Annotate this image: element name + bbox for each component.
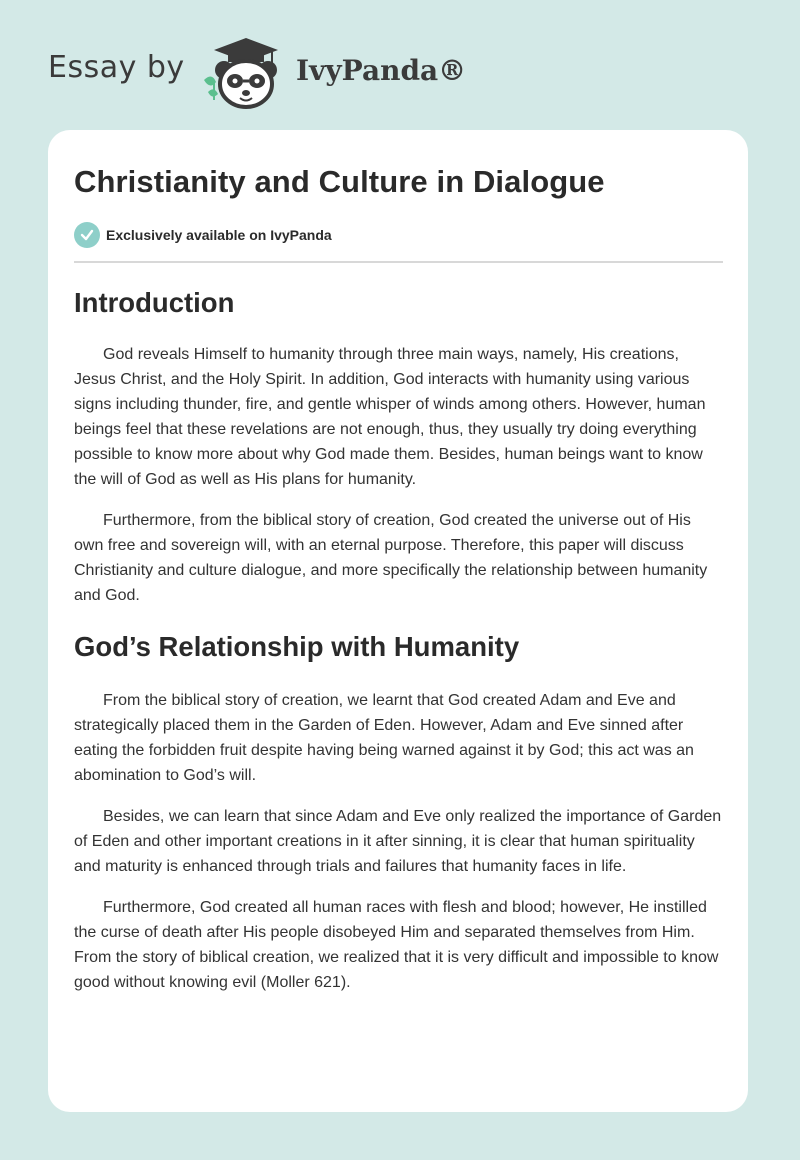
exclusive-badge xyxy=(74,222,332,248)
section-heading-introduction: Introduction xyxy=(74,287,235,318)
section-heading-relationship: God’s Relationship with Humanity xyxy=(74,631,520,662)
essay-by-label: Essay by xyxy=(48,50,185,85)
paragraph: From the biblical story of creation, we learnt that God created Adam and Eve and strategically placed them in the Garden of Eden. However, Adam and Eve sinned after eating the forbidden fruit despite having being warned against it by God; this act was an abomination to God’s will. xyxy=(74,692,694,784)
badge-label: Exclusively available on IvyPanda xyxy=(106,227,332,243)
paragraph: Furthermore, God created all human races with flesh and blood; however, He instilled the curse of death after His people disobeyed Him and separated themselves from Him. From the story of biblical creation, we realized that it is very difficult and impossible to know good without knowing evil (Moller 621). xyxy=(74,899,719,991)
paragraph: Besides, we can learn that since Adam and Eve only realized the importance of Garden of Eden and other important creations in it after sinning, it is clear that human spirituality and maturity is enhanced through trials and failures that humanity faces in life. xyxy=(74,808,722,875)
paragraph: God reveals Himself to humanity through three main ways, namely, His creations, Jesus Christ, and the Holy Spirit. In addition, God interacts with humanity using various signs including thunder, fire, and gentle whisper of winds among others. However, human beings feel that these revelations are not enough, thus, they usually try doing everything possible to know more about why God made them. Besides, human beings want to know the will of God as well as His plans for humanity. xyxy=(74,346,706,488)
title-divider xyxy=(74,261,723,263)
checkmark-icon xyxy=(74,222,100,248)
essay-card xyxy=(48,130,748,1112)
brand-name[interactable]: IvyPanda® xyxy=(296,54,467,87)
panda-logo-icon[interactable] xyxy=(200,36,292,110)
page-title: Christianity and Culture in Dialogue xyxy=(74,164,605,199)
paragraph: Furthermore, from the biblical story of creation, God created the universe out of His own free and sovereign will, with an eternal purpose. Therefore, this paper will discuss Christianity and culture dialogue, and more specifically the relationship between humanity and God. xyxy=(74,512,708,604)
essay-body xyxy=(74,280,724,1011)
site-header xyxy=(0,0,800,120)
